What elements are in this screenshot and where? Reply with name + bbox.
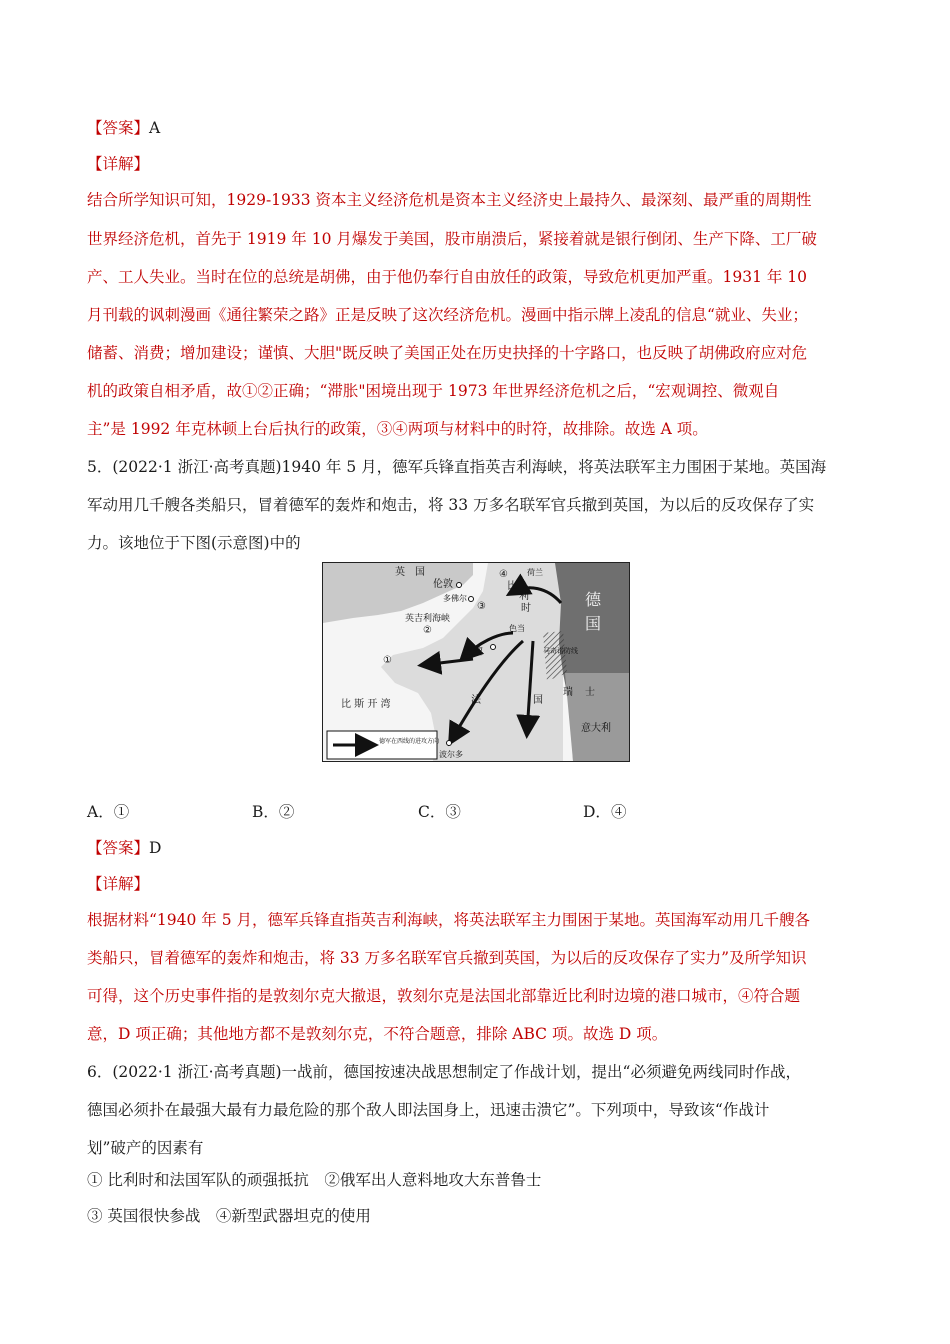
choice-text: ③	[445, 803, 461, 821]
label-maginot: 马奇诺防线	[543, 647, 578, 655]
label-italy: 意大利	[581, 723, 611, 734]
q4-detail-line: 机的政策自相矛盾，故①②正确；“滞胀"困境出现于 1973 年世界经济危机之后，“宏观调控、微观自	[87, 382, 780, 400]
q5-stem-line: 军动用几千艘各类船只，冒着德军的轰炸和炮击，将 33 万多名联军官兵撤到英国，为以后的反攻保存了实	[87, 496, 815, 514]
q5-stem-line: 5．(2022·1 浙江·高考真题)1940 年 5 月，德军兵锋直指英吉利海峡，将英法联军主力围困于某地。英国海	[87, 458, 827, 476]
city-dot	[457, 583, 462, 588]
label-netherlands: 荷兰	[527, 568, 543, 577]
choice-letter: B．	[252, 803, 279, 821]
choice-a[interactable]	[87, 802, 129, 822]
choice-b[interactable]	[252, 802, 294, 822]
q5-stem-line: 力。该地位于下图(示意图)中的	[87, 534, 301, 552]
label-belgium-3: 时	[521, 603, 531, 614]
label-france-1: 法	[471, 695, 481, 706]
label-england: 英 国	[395, 567, 425, 578]
choice-letter: C．	[418, 803, 446, 821]
label-london: 伦敦	[433, 579, 453, 590]
q5-detail-line: 可得，这个历史事件指的是敦刻尔克大撤退，敦刻尔克是法国北部靠近比利时边境的港口城市，④符合题	[87, 987, 801, 1005]
label-biscay: 比 斯 开 湾	[341, 699, 391, 710]
answer-tag: 【答案】	[87, 839, 150, 857]
q5-answer	[87, 838, 877, 858]
q4-detail-line: 主”是 1992 年克林顿上台后执行的政策，③④两项与材料中的时符，故排除。故选 A 项。	[87, 420, 708, 438]
choice-letter: D．	[583, 803, 611, 821]
q6-stem-line: 6．(2022·1 浙江·高考真题)一战前，德国按速决战思想制定了作战计划，提出“必须避免两线同时作战，	[87, 1063, 801, 1081]
answer-tag: 【答案】	[87, 119, 150, 137]
q4-detail-line: 储蓄、消费；增加建设；谨慎、大胆"既反映了美国正处在历史抉择的十字路口，也反映了胡佛政府应对危	[87, 344, 808, 362]
label-germany-2: 国	[585, 614, 602, 633]
map-svg	[323, 563, 629, 761]
q6-option-line: ③ 英国很快参战 ④新型武器坦克的使用	[87, 1207, 371, 1225]
answer-value: D	[149, 839, 162, 857]
alps-region	[565, 673, 629, 761]
label-germany-1: 德	[585, 590, 602, 609]
choice-d[interactable]	[583, 802, 626, 822]
label-bordeaux: 波尔多	[439, 750, 463, 759]
q4-detail-line: 月刊载的讽刺漫画《通往繁荣之路》正是反映了这次经济危机。漫画中指示牌上凌乱的信息“就业、失业；	[87, 306, 808, 324]
choice-letter: A．	[87, 803, 114, 821]
q4-detail-tag: 【详解】	[87, 155, 150, 173]
marker-1: ①	[383, 655, 392, 666]
choice-c[interactable]	[418, 802, 461, 822]
dunkirk-map-figure	[322, 562, 630, 762]
q4-detail-line: 世界经济危机，首先于 1919 年 10 月爆发于美国，股市崩溃后，紧接着就是银行倒闭、生产下降、工厂破	[87, 230, 817, 248]
choice-text: ②	[278, 803, 295, 821]
q4-detail-line: 产、工人失业。当时在位的总统是胡佛，由于他仍奉行自由放任的政策，导致危机更加严重。1931 年 10	[87, 268, 808, 286]
q4-detail-line: 结合所学知识可知，1929-1933 资本主义经济危机是资本主义经济史上最持久、最深刻、最严重的周期性	[87, 191, 812, 209]
label-channel: 英吉利海峡	[405, 614, 451, 624]
q5-detail-tag: 【详解】	[87, 875, 150, 893]
q6-stem-line: 德国必须扑在最强大最有力最危险的那个敌人即法国身上，迅速击溃它”。下列项中，导致该“作战计	[87, 1101, 770, 1119]
label-sedan: 色当	[509, 624, 525, 633]
label-paris: 巴黎	[463, 647, 483, 658]
q5-detail-line: 意，D 项正确；其他地方都不是敦刻尔克，不符合题意，排除 ABC 项。故选 D 项。	[87, 1025, 668, 1043]
label-belgium-2: 利	[519, 591, 529, 602]
answer-value: A	[149, 119, 161, 137]
q6-option-line: ① 比利时和法国军队的顽强抵抗 ②俄军出人意料地攻大东普鲁士	[87, 1171, 542, 1189]
marker-2: ②	[423, 625, 432, 636]
label-france-2: 国	[533, 695, 543, 706]
marker-4: ④	[499, 569, 508, 580]
choice-text: ①	[113, 803, 130, 821]
q5-detail-line: 根据材料“1940 年 5 月，德军兵锋直指英吉利海峡，将英法联军主力围困于某地。英国海军动用几千艘各	[87, 911, 811, 929]
city-dot	[469, 597, 474, 602]
q5-detail-line: 类船只，冒着德军的轰炸和炮击，将 33 万多名联军官兵撤到英国，为以后的反攻保存了实力”及所学知识	[87, 949, 807, 967]
label-switzerland-2: 士	[585, 687, 595, 698]
label-legend: 德军在西线的进攻方向	[379, 738, 440, 745]
q4-answer	[87, 118, 877, 138]
label-belgium-1: 比	[507, 581, 517, 592]
marker-3: ③	[477, 601, 486, 612]
label-switzerland-1: 瑞	[563, 687, 573, 698]
maginot-hatch	[543, 631, 567, 681]
choice-text: ④	[610, 803, 627, 821]
city-dot	[447, 741, 452, 746]
q6-stem-line: 划”破产的因素有	[87, 1139, 204, 1157]
city-dot	[491, 645, 496, 650]
label-dover: 多佛尔	[443, 594, 467, 603]
